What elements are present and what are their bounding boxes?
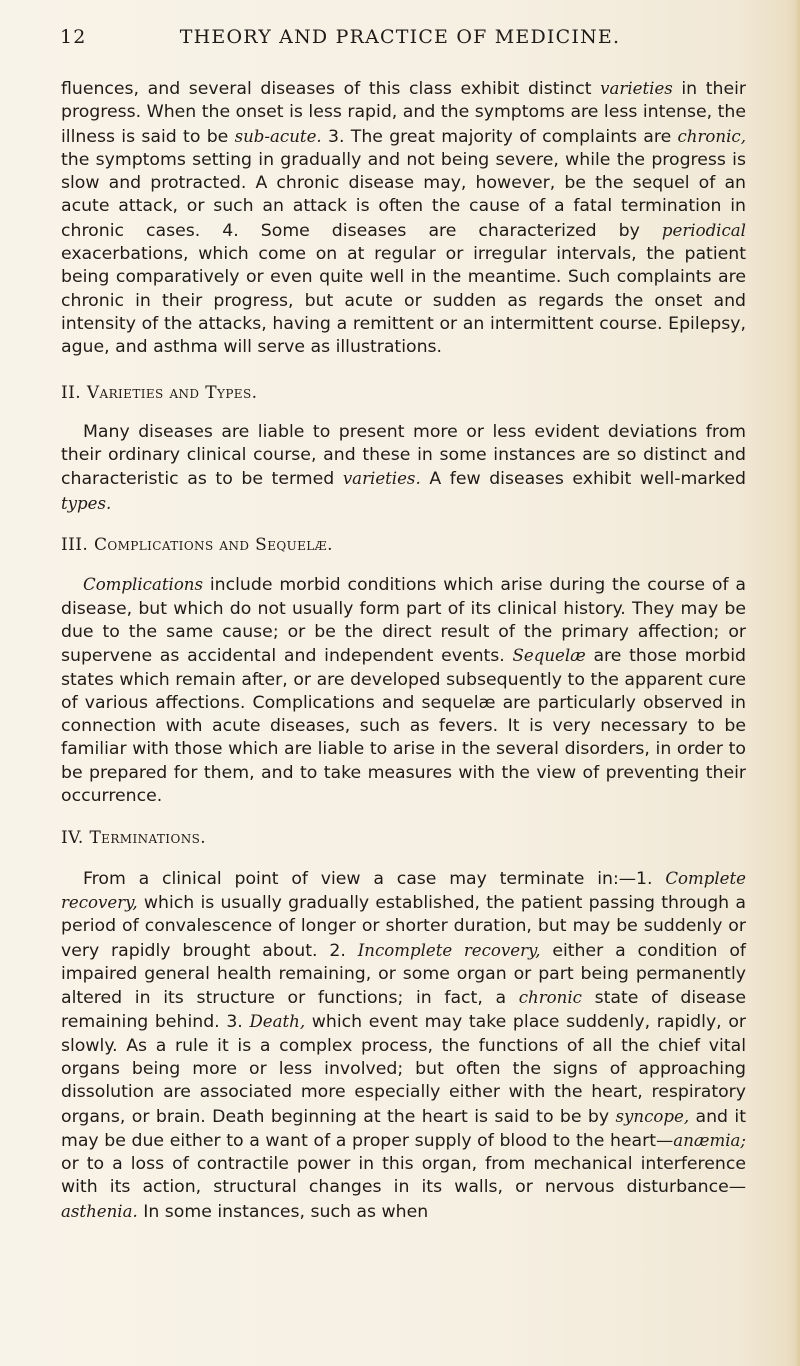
section-heading-complications: III. Complications and Sequelæ. [61, 535, 333, 556]
running-header [60, 26, 740, 54]
paragraph-complications: Complications include morbid conditions which arise during the course of a disease, but which do not usually form part of its clinical history. They may be due to the same cause; or be the direct result of the primary affection; or supervene as accidental and independent events. Sequelæ are those morbid states which remain after, or are developed subsequently to the apparent cure of various affections. Complications and sequelæ are particularly observed in connection with acute diseases, such as fevers. It is very necessary to be familiar with those which are liable to arise in the several disorders, in order to be prepared for them, and to take measures with the view of preventing their occurrence. [61, 575, 746, 807]
paragraph-terminations: From a clinical point of view a case may terminate in:—1. Complete recovery, which is usually gradually established, the patient passing through a period of convalescence of longer or shorter duration, but may be suddenly or very rapidly brought about. 2. Incomplete recovery, either a condition of impaired general health remaining, or some organ or part being permanently altered in its structure or functions; in fact, a chronic state of disease remaining behind. 3. Death, which event may take place suddenly, rapidly, or slowly. As a rule it is a complex process, the functions of all the chief vital organs being more or less involved; but often the signs of approaching dissolution are associated more especially either with the heart, respiratory organs, or brain. Death beginning at the heart is said to be by syncope, and it may be due either to a want of a proper supply of blood to the heart—anæmia; or to a loss of contractile power in this organ, from mechanical interference with its action, structural changes in its walls, or nervous disturbance—asthenia. In some instances, such as when [61, 868, 746, 1222]
running-title: THEORY AND PRACTICE OF MEDICINE. [179, 26, 621, 48]
page-number: 12 [60, 26, 87, 48]
paragraph-onset: fluences, and several diseases of this class exhibit distinct varieties in their progress. When the onset is less rapid, and the symptoms are less intense, the illness is said to be sub-acute. 3. The great majority of complaints are chronic, the symptoms setting in gradually and not being severe, while the progress is slow and protracted. A chronic disease may, however, be the sequel of an acute attack, or such an attack is often the cause of a fatal termination in chronic cases. 4. Some diseases are characterized by periodical exacerbations, which come on at regular or irregular intervals, the patient being comparatively or even quite well in the meantime. Such complaints are chronic in their progress, but acute or sudden as regards the onset and intensity of the attacks, having a remittent or an intermittent course. Epilepsy, ague, and asthma will serve as illustrations. [61, 79, 747, 358]
paragraph-varieties: Many diseases are liable to present more or less evident deviations from their ordinary clinical course, and these in some instances are so distinct and characteristic as to be termed varieties. A few diseases exhibit well-marked types. [61, 421, 746, 513]
section-heading-varieties: II. Varieties and Types. [61, 382, 258, 403]
section-heading-terminations: IV. Terminations. [61, 828, 207, 849]
page-edge [786, 0, 800, 1366]
page-body [61, 77, 746, 1224]
